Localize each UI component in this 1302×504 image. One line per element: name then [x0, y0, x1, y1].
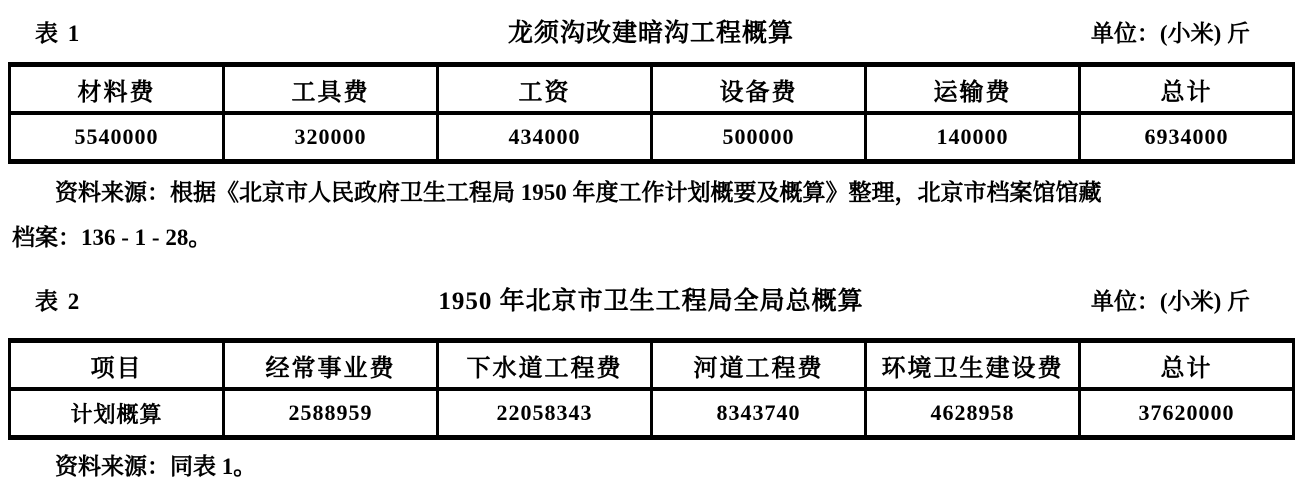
table1-title: 龙须沟改建暗沟工程概算 — [507, 20, 794, 47]
header-cell: 项目 — [10, 341, 224, 390]
table2-header-row — [10, 341, 1294, 390]
table1-unit-label: 单位：(小米) 斤 — [1090, 20, 1250, 46]
table2-title: 1950 年北京市卫生工程局全局总概算 — [438, 288, 864, 315]
value-cell: 4628958 — [866, 389, 1080, 438]
header-cell: 河道工程费 — [652, 341, 866, 390]
table2-caption: 表 2 — [35, 288, 82, 314]
value-cell: 140000 — [866, 113, 1080, 162]
table2-body — [10, 389, 1294, 438]
table-row — [10, 113, 1294, 162]
value-cell: 320000 — [224, 113, 438, 162]
value-cell: 37620000 — [1080, 389, 1294, 438]
header-cell: 经常事业费 — [224, 341, 438, 390]
header-cell: 下水道工程费 — [438, 341, 652, 390]
header-cell: 工具费 — [224, 65, 438, 114]
table2-unit-label: 单位：(小米) 斤 — [1090, 288, 1250, 314]
value-cell: 22058343 — [438, 389, 652, 438]
value-cell: 8343740 — [652, 389, 866, 438]
header-cell: 材料费 — [10, 65, 224, 114]
header-cell: 总计 — [1080, 65, 1294, 114]
table2-source-note — [0, 444, 1302, 489]
table1-header-row — [10, 65, 1294, 114]
value-cell: 2588959 — [224, 389, 438, 438]
value-cell: 500000 — [652, 113, 866, 162]
table1-caption-row — [0, 0, 1302, 62]
value-cell: 计划概算 — [10, 389, 224, 438]
table2-caption-row — [0, 260, 1302, 338]
table-row — [10, 389, 1294, 438]
header-cell: 设备费 — [652, 65, 866, 114]
value-cell: 6934000 — [1080, 113, 1294, 162]
source-note-line: 资料来源：同表 1。 — [55, 454, 257, 479]
table1-body — [10, 113, 1294, 162]
header-cell: 总计 — [1080, 341, 1294, 390]
source-note-line: 资料来源：根据《北京市人民政府卫生工程局 1950 年度工作计划概要及概算》整理，北京市档案馆馆藏 — [55, 180, 1102, 205]
header-cell: 环境卫生建设费 — [866, 341, 1080, 390]
value-cell: 434000 — [438, 113, 652, 162]
header-cell: 运输费 — [866, 65, 1080, 114]
table1-source-note — [0, 170, 1302, 260]
table2 — [8, 338, 1295, 440]
table1 — [8, 62, 1295, 164]
table1-caption: 表 1 — [35, 20, 82, 46]
value-cell: 5540000 — [10, 113, 224, 162]
header-cell: 工资 — [438, 65, 652, 114]
source-note-line: 档案：136 - 1 - 28。 — [12, 225, 212, 250]
